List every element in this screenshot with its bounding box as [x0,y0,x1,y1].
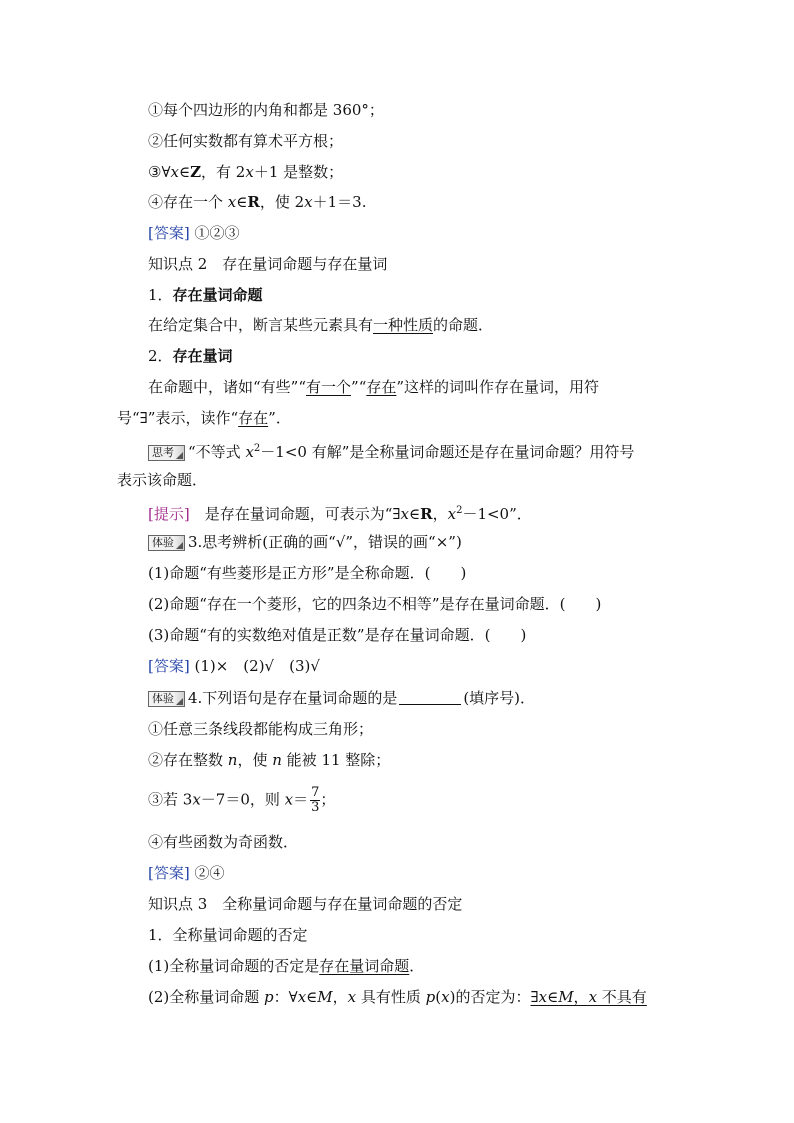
experience-badge: 体验 [148,535,185,551]
item-4: ④存在一个 x∈R，使 2x＋1＝3. [148,193,367,211]
experience-3-heading: 体验 3.思考辨析(正确的画“√”，错误的画“×”) [148,532,462,552]
subsection-1-item-2: (2)全称量词命题 p：∀x∈M，x 具有性质 p(x)的否定为：∃x∈M，x 不具有 [148,988,647,1006]
experience-4-item-1: ①任意三条线段都能构成三角形； [148,720,374,738]
section-2-definition-line-1: 在命题中，诸如“有些”“有一个”“存在”这样的词叫作存在量词，用符 [148,378,600,396]
think-badge: 思考 [148,445,185,461]
subsection-1-item-1: (1)全称量词命题的否定是存在量词命题． [148,957,425,975]
experience-4-item-4: ④有些函数为奇函数． [148,833,299,851]
hint: [提示] 是存在量词命题，可表示为“∃x∈R，$x^2-1<0$”． [148,505,532,523]
section-1-heading: 1．存在量词命题 [148,286,263,304]
knowledge-point-2-heading: 知识点 2 存在量词命题与存在量词 [148,255,388,273]
experience-badge: 体验 [148,691,185,707]
experience-4-item-3: ③若 3x－7＝0，则 x＝ $\frac{7}{3}$ ； [148,785,336,815]
fraction-seven-thirds: $\frac{7}{3}$ [311,785,320,815]
think-question-line-2: 表示该命题． [117,471,208,489]
experience-4-item-2: ②存在整数 n，使 n 能被 11 整除； [148,751,391,769]
answer-blank[interactable] [399,690,461,705]
think-question-line-1: 思考 “不等式 $x^2-1<0$ 有解”是全称量词命题还是存在量词命题？用符号 [148,439,634,462]
answer-3: [答案] ②④ [148,864,225,882]
knowledge-point-3-heading: 知识点 3 全称量词命题与存在量词命题的否定 [148,895,463,913]
section-1-definition: 在给定集合中，断言某些元素具有一种性质的命题． [148,316,494,334]
answer-2: [答案] (1)× (2)√ (3)√ [148,657,320,675]
answer-1: [答案] ①②③ [148,224,240,242]
section-2-heading: 2．存在量词 [148,347,233,365]
item-2: ②任何实数都有算术平方根； [148,132,344,150]
experience-4-heading: 体验 4.下列语句是存在量词命题的是 (填序号)． [148,688,535,708]
experience-3-item-1: (1)命题“有些菱形是正方形”是全称命题．( ) [148,564,467,582]
experience-3-item-2: (2)命题“存在一个菱形，它的四条边不相等”是存在量词命题．( ) [148,595,602,613]
item-1: ①每个四边形的内角和都是 360°； [148,101,384,119]
subsection-1-heading: 1．全称量词命题的否定 [148,926,308,944]
item-3: ③∀x∈Z，有 2x＋1 是整数； [148,163,344,181]
section-2-definition-line-2: 号“∃”表示，读作“存在”． [117,409,291,427]
experience-3-item-3: (3)命题“有的实数绝对值是正数”是存在量词命题．( ) [148,626,527,644]
